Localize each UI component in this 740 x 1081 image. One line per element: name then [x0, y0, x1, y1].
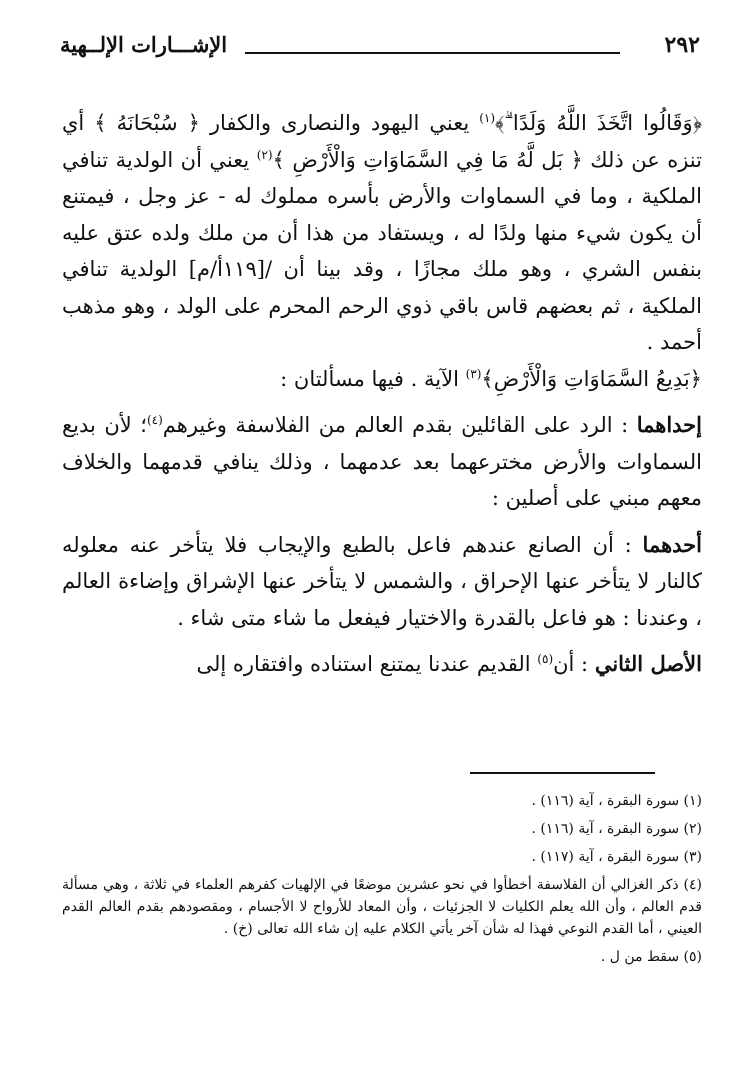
- footnote-ref-5: (٥): [537, 652, 554, 666]
- paragraph-text: يعني أن الولدية تنافي الملكية ، وما في السماوات والأرض بأسره مملوك له - عز وجل ، فيمتنع أن يكون شيء منها ولدًا له ، ويستفاد من هذا أن من ملك ولده عتق عليه بنفس الشري ، وهو ملك مجازًا ، وقد بينا أن /[١١٩أ/م] الولدية تنافي الملكية ، ثم بعضهم قاس باقي ذوي الرحم المحرم على الولد ، وهو مذهب أحمد .: [62, 147, 702, 354]
- footnote-rule: [470, 772, 655, 774]
- paragraph-text: : أن الصانع عندهم فاعل بالطبع والإيجاب فلا يتأخر عنه معلوله كالنار لا يتأخر عنها الإحراق ، والشمس لا يتأخر عنها الإشراق وإضاءة العالم ، وعندنا : هو فاعل بالقدرة والاختيار فيفعل ما شاء متى شاء .: [62, 532, 702, 630]
- footnote-5: (٥) سقط من ل .: [600, 949, 702, 965]
- footnote-ref-4: (٤): [146, 413, 163, 427]
- running-title: الإشـــارات الإلــهية: [60, 32, 228, 57]
- footnote-ref-3: (٣): [465, 366, 482, 381]
- paragraph-text: القديم عندنا يمتنع استناده وافتقاره إلى: [196, 652, 538, 676]
- paragraph-verse-116: [62, 105, 702, 361]
- footnote-ref-1: (١): [479, 111, 496, 125]
- footnote-2: (٢) سورة البقرة ، آية (١١٦) .: [531, 821, 702, 837]
- footnote-1: (١) سورة البقرة ، آية (١١٦) .: [531, 793, 702, 809]
- paragraph-text: الآية . فيها مسألتان :: [280, 366, 466, 391]
- paragraph-text: : الرد على القائلين بقدم العالم من الفلاسفة وغيرهم: [162, 413, 637, 437]
- paragraph-first-issue: [62, 407, 702, 517]
- paragraph-text: ؛ لأن بديع السماوات والأرض مخترعهما بعد عدمهما ، وذلك ينافي قدمهما والخلاف معهم مبني على أصلين :: [62, 413, 702, 510]
- paragraph-second-principle: [62, 646, 702, 683]
- footnote-ref-2: (٢): [256, 147, 273, 162]
- paragraph-verse-117: [62, 361, 702, 398]
- footnotes: [62, 790, 702, 974]
- page-header: [60, 30, 700, 70]
- main-text: [62, 105, 702, 683]
- quran-quote: ﴿وَقَالُوا اتَّخَذَ اللَّهُ وَلَدًا ۗ﴾: [495, 111, 703, 135]
- header-rule: [245, 52, 620, 54]
- paragraph-text: يعني اليهود والنصارى والكفار ﴿ سُبْحَانَهُ ﴾ أي تنزه عن ذلك ﴿ بَل لَّهُ مَا فِي السَّمَاوَاتِ وَالْأَرْضِ ﴾: [62, 111, 702, 172]
- section-keyword: الأصل الثاني: [594, 651, 702, 676]
- footnote-3: (٣) سورة البقرة ، آية (١١٧) .: [531, 849, 702, 865]
- footnote-4: (٤) ذكر الغزالي أن الفلاسفة أخطأوا في نحو عشرين موضعًا في الإلهيات كفرهم العلماء في ثلاثة ، وهي مسألة قدم العالم ، وأن الله يعلم الكليات لا الجزئيات ، وأن المعاد للأرواح لا الأجسام ، ومقصودهم بقدم العالم القدم العيني ، أما القدم النوعي فهذا له شأن آخر يأتي الكلام عليه إن شاء الله تعالى (خ) .: [62, 877, 702, 937]
- section-keyword: إحداهما: [636, 412, 702, 437]
- section-keyword: أحدهما: [642, 531, 702, 557]
- paragraph-text: : أن: [553, 652, 595, 676]
- page-number: ٢٩٢: [664, 32, 700, 58]
- paragraph-first-principle: [62, 527, 702, 637]
- quran-quote: ﴿بَدِيعُ السَّمَاوَاتِ وَالْأَرْضِ﴾: [481, 366, 702, 391]
